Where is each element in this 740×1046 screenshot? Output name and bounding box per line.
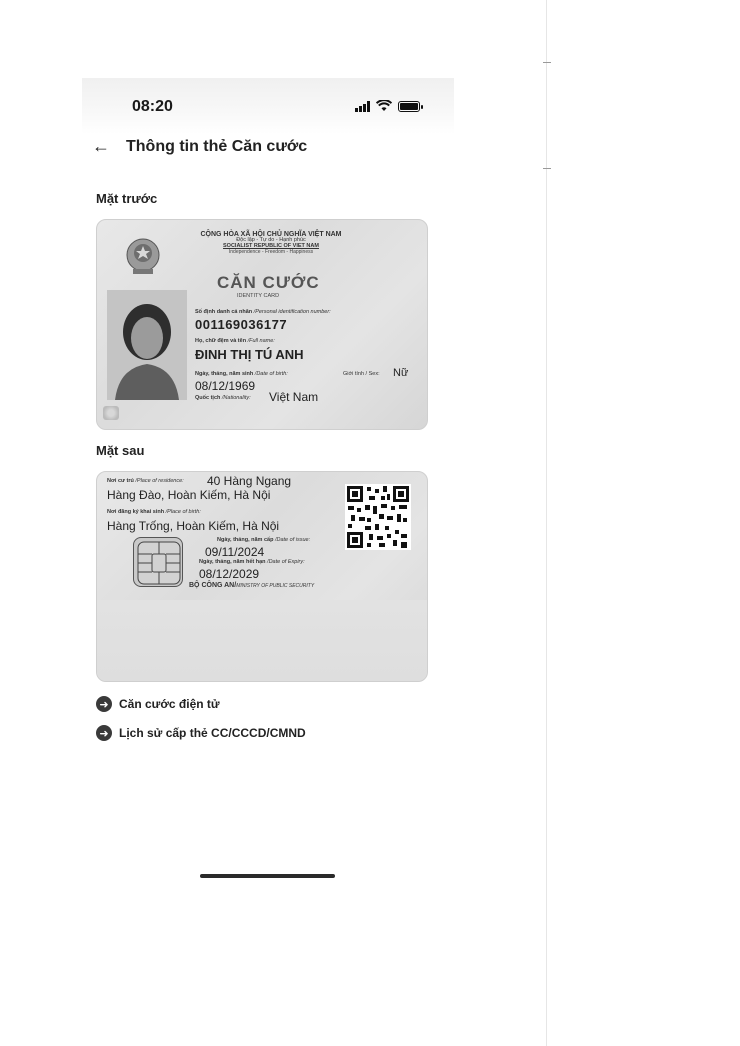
nationality-label: Quốc tịch /Nationality: (195, 395, 251, 401)
residence-line-2: Hàng Đào, Hoàn Kiếm, Hà Nội (107, 488, 271, 502)
expiry-date: 08/12/2029 (199, 567, 260, 581)
chip-icon (133, 537, 183, 587)
front-section-label: Mặt trước (96, 191, 158, 206)
id-card-back (96, 471, 428, 682)
home-indicator[interactable] (200, 874, 335, 878)
national-emblem-icon (121, 235, 165, 277)
link-label: Lịch sử cấp thẻ CC/CCCD/CMND (119, 726, 306, 740)
expiry-date-label: Ngày, tháng, năm hết hạn /Date of Expiry: (199, 559, 305, 565)
header-line-2: Độc lập - Tự do - Hạnh phúc (236, 237, 306, 244)
portrait-photo (107, 290, 187, 400)
scan-mark (543, 62, 551, 63)
status-icons (355, 100, 420, 112)
nationality-value: Việt Nam (269, 390, 319, 404)
issue-date: 09/11/2024 (205, 545, 265, 559)
qr-code-icon (345, 484, 411, 550)
sex-label: Giới tính / Sex: (343, 371, 380, 377)
link-issuance-history[interactable] (96, 725, 306, 741)
wifi-icon (376, 100, 392, 112)
header-line-3: SOCIALIST REPUBLIC OF VIET NAM (223, 243, 319, 250)
page-title: Thông tin thẻ Căn cước (126, 137, 308, 155)
header-line-1: CỘNG HÒA XÃ HỘI CHỦ NGHĨA VIỆT NAM (200, 231, 342, 238)
issue-date-label: Ngày, tháng, năm cấp /Date of issue: (217, 537, 311, 543)
card-back-blank-area (97, 600, 427, 682)
card-title: CĂN CƯỚC (217, 273, 320, 292)
status-bar (82, 78, 454, 134)
issuing-authority: BỘ CÔNG AN/MINISTRY OF PUBLIC SECURITY (189, 582, 315, 589)
card-header (191, 231, 351, 255)
scan-mark (543, 168, 551, 169)
birthplace-label: Nơi đăng ký khai sinh /Place of birth: (107, 509, 201, 515)
card-title-en: IDENTITY CARD (237, 293, 280, 299)
cellular-signal-icon (355, 101, 370, 112)
id-card-front (96, 219, 428, 430)
header-line-4: Independence - Freedom - Happiness (228, 248, 314, 255)
date-of-birth: 08/12/1969 (195, 379, 256, 393)
arrow-circle-right-icon: ➜ (96, 725, 112, 741)
birthplace-value: Hàng Trống, Hoàn Kiếm, Hà Nội (107, 519, 280, 533)
back-section-label: Mặt sau (96, 443, 145, 458)
back-arrow-icon[interactable]: ← (92, 136, 110, 156)
hologram-icon (103, 406, 119, 420)
arrow-circle-right-icon: ➜ (96, 696, 112, 712)
link-electronic-id[interactable] (96, 696, 220, 712)
dob-label: Ngày, tháng, năm sinh /Date of birth: (195, 371, 288, 377)
link-label: Căn cước điện tử (119, 697, 220, 711)
sex-value: Nữ (393, 367, 409, 379)
residence-label: Nơi cư trú /Place of residence: (107, 478, 184, 484)
residence-line-1: 40 Hàng Ngang (207, 474, 292, 488)
full-name-label: Họ, chữ đệm và tên /Full name: (195, 338, 275, 344)
id-number-label: Số định danh cá nhân /Personal identification number: (195, 309, 331, 315)
scan-page-edge (546, 0, 547, 1046)
full-name: ĐINH THỊ TÚ ANH (195, 347, 304, 362)
id-number: 001169036177 (195, 317, 288, 332)
status-time: 08:20 (132, 98, 173, 115)
battery-icon (398, 101, 420, 112)
app-header (92, 136, 307, 157)
